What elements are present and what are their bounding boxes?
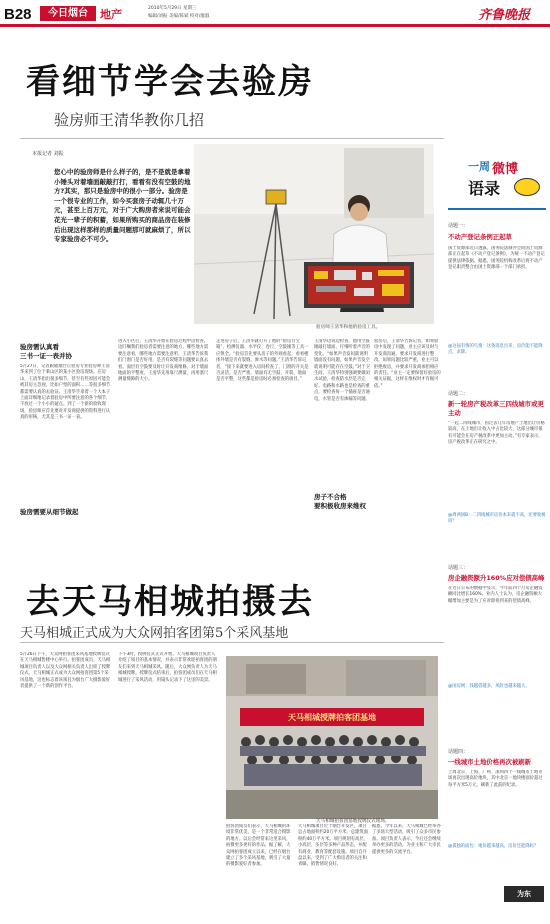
topic1-headline: 不动产登记条例正起草 [448, 233, 512, 241]
story1-subhead-c: 房子不合格 [314, 493, 347, 501]
inspector-photo-illustration [194, 144, 434, 324]
newspaper-logo: 齐鲁晚报 [478, 8, 531, 23]
weibo-title-weibo: 微博 [492, 162, 519, 177]
story1-column-4 [314, 339, 370, 571]
story1-subhead-b: 验房需要从细节做起 [20, 508, 79, 516]
story1-lead: 您心中的验房师是什么样子的，是不是就是拿着小锤头对着墙面敲敲打打，看看有没有空鼓的地方?其实，那只是验房中的很小一部分。验房是一个很专业的工作，如今买套房子动辄几十万元，甚至上百万元，对于广大购房者来说可能会花光一辈子的积蓄，如果所购买的商品房在装修后出现这样那样的质量问题那可就麻烦了，所以专家验房必不可少。 [54, 168, 191, 244]
story2-column-2: 下午3时，授牌仪式正式开始。天马相城项目负责人介绍了项目的基本情况，并表示非常欢迎拍客团的朋友们来到天马相城采风。随后，大众网负责人为天马相城授牌。授牌仪式结束后，拍客团成员们在天马相城进行了采风活动，用镜头记录下了这里的美景。 [118, 652, 217, 683]
editors-line: 编辑/刘振 美编/陈斌 校对/廖淑 [148, 14, 210, 19]
topic3-label: 话题三： [448, 565, 469, 571]
story1-column-5: 验房后，王清华告诉记者，如果验房中发现了问题，业主应该及时与开发商沟通，要求开发商进行整改。如果问题比较严重，业主可以拒绝收房，并要求开发商承担相应的责任。“业主一定要保留好验房的相关证据，这样在维权时才有据可依。” [374, 339, 441, 389]
topic3-headline: 房企融资额升160%应对偿债高峰 [448, 574, 545, 582]
group-photo-illustration [226, 656, 438, 819]
story1-column-2: 进入小区后，王清华开始在验房过程中边检查，边叮嘱我们验房者需要注意的地方，哪些地方需要注意看，哪些地方需要注意听，王清华告诉我们门窗门是否好用，是否有裂缝等问题要认真去看。面层有空鼓要及时让开发商维修，对于墙面地面的平整度，王清华先用靠尺测量，再用塞尺测量缝隙的大小。 [118, 339, 209, 383]
issue-date: 2010年5月29日 星期三 [148, 6, 197, 11]
sidebar-topic-3 [448, 564, 546, 732]
story2-rule [20, 642, 444, 643]
sidebar-topic-2 [448, 390, 546, 546]
topic4-headline: 一线城市土地价格再次被刷新 [448, 758, 532, 766]
story1-subhead-a2: 三书一证一表并协 [20, 352, 72, 360]
section-badge: 今日烟台 [40, 6, 96, 21]
sidebar-topic-4 [448, 748, 546, 884]
story1-rule [20, 138, 444, 139]
story2-column-4: 天马相城项目位于烟台开发区，项目总占地面积约20万平方米，总建筑面积约40万平方米。项目规划有高层、小高层、多层等多种产品形态，并配有商业、教育等配套设施。项目自开盘以来，受到了广大购房者的关注和青睐，销售情况良好。 [298, 824, 368, 868]
sidebar-topic-1 [448, 222, 546, 386]
weibo-title-block [448, 154, 546, 216]
topic4-comment: @孤独的面包：地价越来越高，房价还能降吗？ [448, 844, 539, 849]
weibo-title-quotes: 语录 [468, 179, 501, 198]
topic3-body: 在近日公布的数据中显示，今年前四个月房企融资额同比增长160%。业内人士认为，房企融资额大幅增加主要是为了应对即将到来的偿债高峰。 [448, 586, 543, 604]
speech-bubble-icon [514, 178, 540, 196]
header-rule [0, 24, 550, 27]
topic1-body: 国土资源部近日透露，国务院法制办会同国土资源部正在起草《不动产登记条例》，为统一不动产登记提供法律依据。据悉，国务院机构改革后将不动产登记职责整合由国土资源部一个部门承担。 [448, 246, 545, 271]
story1-subheadline: 验房师王清华教你几招 [54, 111, 205, 129]
story2-column-3: 拍客团成员们表示，天马相城的环境非常优美，是一个非常适合摄影的地方。以后会经常来这里采风，拍摄更多更好的作品。据了解，大众网拍客团成立以来，已经在烟台建立了多个采风基地，吸引了大量的摄影爱好者参加。 [226, 824, 291, 868]
story2-column-5: 据悉，今年以来，天马相城已经举办了多场大型活动，吸引了众多市民参加。项目负责人表示，今后还会继续举办更多的活动，为业主和广大市民提供更多的交流平台。 [372, 824, 441, 855]
story2-headline: 去天马相城拍摄去 [26, 582, 314, 622]
story1-byline: 本报记者 刘振 [32, 151, 64, 157]
weibo-title-week: 一周 [468, 160, 490, 173]
weibo-sidebar [448, 144, 546, 904]
story1-photo [194, 144, 434, 324]
topic1-label: 话题一： [448, 223, 469, 229]
topic4-body: 上周北京、上海、广州、深圳四个一线城市土地市场再次出现高价地块，其中北京一地块楼面价超过每平方米5万元，刷新了此前的纪录。 [448, 770, 543, 788]
story2-photo-caption: 天马相城拍客团基地授牌仪式现场。 [316, 819, 390, 824]
story2-subheadline: 天马相城正式成为大众网拍客团第5个采风基地 [20, 626, 289, 641]
topic1-comment: @这届有情的鸟情：这条消息出来，房价能不能降点，求降。 [448, 344, 543, 356]
topic2-body: “一起二四线城市，因过去几年房地产土地出让价格较高，在土地出让收入中占比较大，这部分城市很有可能会在房产税改革中更加主动。”有专家表示，房产税改革正在研究之中。 [448, 421, 545, 446]
topic3-comment: @国房网：钱越借越多，风险也越来越大。 [448, 684, 530, 689]
story1-body-d: 王清华边说边检查，他用空鼓锤敲打墙面，仔细听着声音的变化。“如果声音发闷就说明墙面没有问题，如果声音发空就说明可能存在空鼓。”对于卫生间，王清华特别强调要做闭水试验，检查防水层是否完好。电路和水路也是检查的重点，要检查每一个插座是否通电，水管是否有渗漏等问题。 [314, 339, 370, 402]
subsection-label: 地产 [100, 8, 122, 21]
group-photo-banner: 天马相城授牌拍客团基地 [288, 713, 376, 722]
page-number: B28 [4, 6, 32, 23]
story1-column-3: 走进房子后，王清华就打开了他的“验房百宝箱”，检测仪器、水平仪、卷尺、空鼓锤等工具一应俱全。“验房首先要从房子的外观看起，看看楼体外墙是否有裂缝、渗水等问题。”王清华告诉记者，“接下来就要进入房间检查了，门窗的开关是否灵活、是否严密，墙面有无空鼓、开裂，地面是否平整，这些都是验房时必须检查的项目。” [216, 339, 309, 383]
page-header [0, 0, 550, 26]
story1-photo-caption: 验房师王清华和他的验房工具。 [316, 325, 381, 330]
story1-subhead-a: 验房需认真看 [20, 343, 59, 351]
topic4-label: 话题四： [448, 749, 469, 755]
weibo-rule [448, 208, 546, 210]
story1-column-1 [20, 343, 112, 571]
story1-headline: 看细节学会去验房 [26, 62, 314, 102]
topic2-label: 话题二： [448, 391, 469, 397]
story1-body-a: 5月27日，记者跟随烟台正验房专业验房师王清华来到了位于莱山区的某小区验房现场。在房山，王清华指出很多细节，甚至有些原因可能会被其房主忽视，比如户型的面积……等很多细节都需要认真的去验证。王清华手拿着一个大本子上面详细地记录着验房中所要注意的各个细节，不放过一个小小的疑点。到了一个新的验收现场，验房师应首先要对开发商提供的资料进行认真的审核，尤其是三书一证一表。 [20, 364, 111, 421]
story1-subhead-c2: 要积极收房来维权 [314, 502, 366, 510]
story2-photo [226, 656, 438, 819]
story2-column-1: 5月26日下午，大众网拍客团采风基地授牌仪式在天马相城售楼中心举行。拍客团成员、天马相城项目负责人以及大众网相关负责人出席了授牌仪式。天马相城正式成为大众网拍客团第5个采风基地，这也标志着该项目为烟台广大摄影爱好者提供了一个新的创作平台。 [20, 652, 111, 690]
topic2-comment: @周两国B：二四线城市房价本来就不高，还要收税吗？ [448, 513, 546, 525]
topic2-headline: 新一轮房产税改革三四线城市或更主动 [448, 400, 544, 417]
sidebar-footer-mark: 为东 [504, 886, 544, 902]
